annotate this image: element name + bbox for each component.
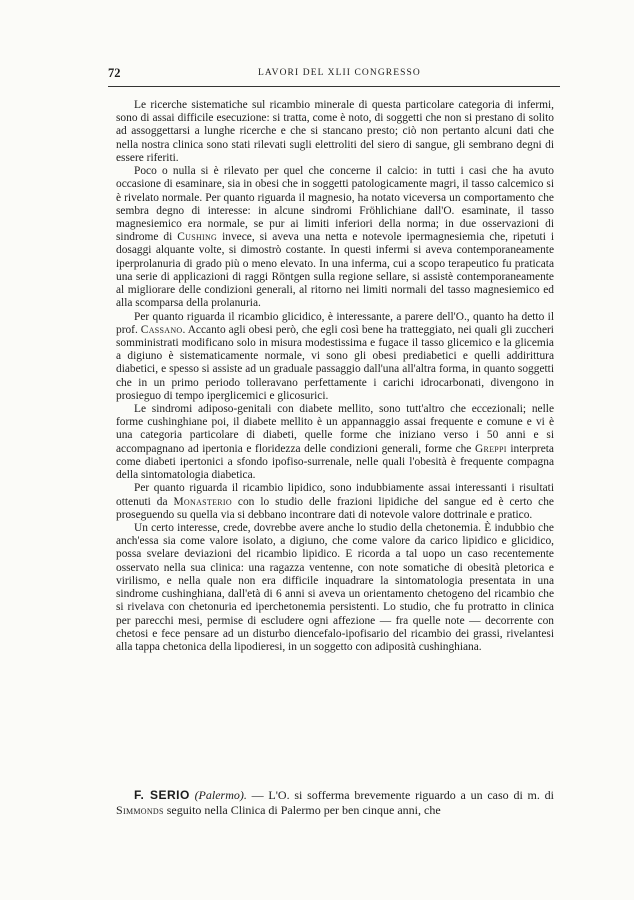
header-rule xyxy=(108,86,560,87)
author-name-cassano: Cassano xyxy=(140,323,183,336)
paragraph-electrolytes xyxy=(116,99,554,165)
page-header xyxy=(108,66,560,84)
paragraph-text: invece, si aveva una netta e notevole ipermagnesiemia che, ripetuti i dosaggi alquante volte, si dimostrò costante. In questi infermi si aveva contemporaneamente iperprolanuria di grado più o meno elevato. In una inferma, cui a scopo terapeutico fu praticata una serie di applicazioni di raggi Röntgen sulla regione sellare, si assistè contemporaneamente al migliorare delle condizioni generali, al ritorno nei limiti normali del tasso magnesiemico ed alla scomparsa della prolanuria. xyxy=(116,231,555,310)
speaker-paragraph xyxy=(116,788,554,817)
paragraph-text: Per quanto riguarda il ricambio lipidico, sono indubbiamente assai interessanti i risultati ottenuti da xyxy=(116,482,554,508)
paragraph-calcium-magnesium xyxy=(116,165,554,310)
paragraph-text: . Accanto agli obesi però, che egli così bene ha tratteggiato, nei quali gli zuccheri somministrati modificano solo in misura modestissima e fugace il tasso glicemico e la glicemia a digiuno è sistematicamente normale, vi sono gli obesi prediabetici e quelli addirittura diabetici, e spesso si assiste ad un graduale passaggio dall'una all'altra forma, in quanto soggetti che in un primo periodo tolleravano perfettamente i carichi idrocarbonati, divengono in prosieguo di tempo iperglicemici e glicosurici. xyxy=(116,323,554,402)
author-name-monasterio: Monasterio xyxy=(173,495,232,508)
paragraph-text: con lo studio delle frazioni lipidiche del sangue ed è certo che proseguendo su quella via si debbano incontrare dati di notevole valore dottrinale e pratico. xyxy=(116,495,554,521)
paragraph-text: Le sindromi adiposo-genitali con diabete mellito, sono tutt'altro che eccezionali; nelle forme cushinghiane poi, il diabete mellito è un appannaggio assai frequente e comune e vi è una categoria particolare di diabeti, quelle forme che iniziano verso i 50 anni e si accompagnano ad ipertonia e floridezza delle condizioni generali, forme che xyxy=(116,403,554,455)
paragraph-lipid xyxy=(116,482,554,522)
paragraph-text: Per quanto riguarda il ricambio glicidico, è interessante, a parere dell'O., quanto ha detto il prof. xyxy=(116,310,554,336)
author-name-greppi: Greppi xyxy=(474,442,507,455)
paragraph-text: Un certo interesse, crede, dovrebbe avere anche lo studio della chetonemia. È indubbio che anch'essa sia come valore isolato, a digiuno, che come valore da carico lipidico e glicidico, possa svelare deviazioni del ricambio lipidico. E ricorda a tal uopo un caso recentemente osservato nella sua clinica: una ragazza ventenne, con note somatiche di obesità pletorica e virilismo, e nella quale non era difficile inquadrare la sintomatologia presentata in una sindrome cushinghiana, dall'età di 6 anni si aveva un orientamento chetogeno del ricambio che si rivelava con chetonuria ed iperchetonemia persistenti. Lo studio, che fu protratto in clinica per parecchi mesi, permise di escludere ogni affezione — fra quelle note — decorrente con chetosi e fece pensare ad un disturbo diencefalo-ipofisario del ricambio dei grassi, rivelantesi alla tappa chetonica della lipodieresi, in un soggetto con adiposità cushinghiana. xyxy=(116,522,554,653)
page-number: 72 xyxy=(108,66,121,80)
speaker-name: F. SERIO xyxy=(134,788,190,802)
paragraph-glucid xyxy=(116,311,554,404)
paragraph-text: — L'O. si sofferma brevemente riguardo a un caso di m. di xyxy=(246,788,554,802)
paragraph-ketonemia xyxy=(116,522,554,654)
author-name-simmonds: Simmonds xyxy=(116,802,164,817)
body-text xyxy=(116,99,554,654)
paragraph-text: Le ricerche sistematiche sul ricambio minerale di questa particolare categoria di infermi, sono di assai difficile esecuzione: si tratta, come è noto, di soggetti che non si prestano di solito ad assoggettarsi a lunghe ricerche e che si stancano presto; ciò non pertanto alcuni dati che nella nostra clinica sono stati rilevati sugli elettroliti del siero di sangue, gli sembrano degni di essere riferiti. xyxy=(116,99,554,164)
running-title: LAVORI DEL XLII CONGRESSO xyxy=(258,68,421,78)
paragraph-text: Poco o nulla si è rilevato per quel che concerne il calcio: in tutti i casi che ha avuto occasione di esaminare, sia in obesi che in soggetti patologicamente magri, il tasso calcemico si è rivelato normale. Per quanto riguarda il magnesio, ha notato viceversa un comportamento che sembra degno di interesse: in alcune sindromi Fröhlichiane dall'O. esaminate, il tasso magnesiemico era normale, se pur ai limiti inferiori della norma; in due osservazioni di sindrome di xyxy=(116,165,554,244)
author-name-cushing: Cushing xyxy=(177,231,218,244)
paragraph-diabetes xyxy=(116,403,554,482)
speaker-city: (Palermo). xyxy=(194,788,247,802)
paragraph-text: seguito nella Clinica di Palermo per ben cinque anni, che xyxy=(163,802,441,817)
paragraph-text: interpreta come diabeti ipertonici a sfondo ipofiso-surrenale, nelle quali l'obesità è frequente compagna della sintomatologia diabetica. xyxy=(116,442,554,482)
